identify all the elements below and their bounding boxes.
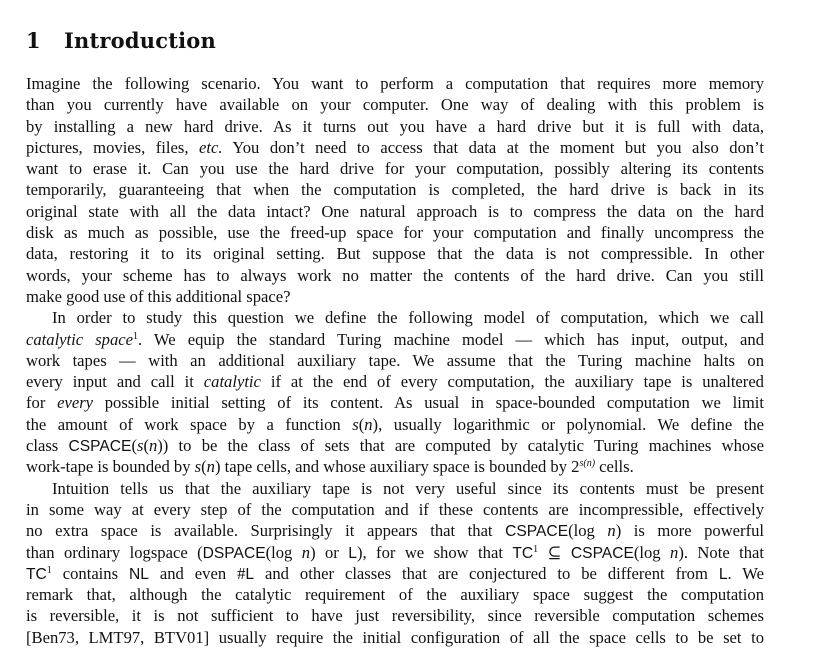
text-line: Imagine the following scenario. You want to perform a computation that requires more memory	[26, 74, 764, 93]
text-line: original state with all the data intact? One natural approach is to compress the data on the hard	[26, 201, 764, 221]
math-exponent: s(n)	[579, 458, 596, 470]
text-line: words, your scheme has to always work no matter the contents of the hard drive. Can you still	[26, 265, 764, 285]
math-var: s	[352, 414, 359, 434]
text-line: by installing a new hard drive. As it turns out you have a hard drive but it is full with data,	[26, 116, 764, 136]
text-line: Intuition tells us that the auxiliary tape is not very useful since its contents must be present	[52, 478, 764, 498]
math-subset: ⊆	[538, 542, 571, 562]
math-exponent: 1	[46, 564, 52, 576]
text-line: want to erase it. Can you use the hard drive for your computation, possibly altering its contents	[26, 159, 764, 179]
text-line: remark that, although the catalytic requirement of the auxiliary space suggest the computation	[26, 585, 764, 605]
term-catalytic: catalytic	[203, 372, 261, 392]
math-paren: (	[143, 436, 149, 456]
text-run: . We equip the standard Turing machine model — which has input, output, and	[138, 329, 764, 349]
text-line	[26, 435, 764, 456]
text-line	[26, 563, 764, 584]
text-run: ), for we show that	[356, 542, 513, 562]
text-run: ), usually logarithmic or polynomial. We define the	[372, 414, 764, 434]
text-run: if at the end of every computation, the auxiliary tape is unaltered	[260, 372, 764, 392]
math-var: n	[670, 542, 679, 562]
text-line: than you currently have available on your computer. One way of dealing with this problem is	[26, 95, 764, 115]
text-line	[26, 520, 764, 541]
complexity-class: CSPACE	[505, 523, 569, 541]
text-line: [Ben73, LMT97, BTV01] usually require the initial configuration of all the space cells to be set to	[26, 627, 764, 647]
complexity-class: NL	[129, 565, 149, 583]
text-run: contains	[51, 563, 129, 583]
math-text: (log	[568, 521, 608, 541]
text-run: )) to be the class of sets that are computed by catalytic Turing machines whose	[157, 436, 764, 456]
math-var: n	[206, 457, 215, 477]
emphasis-every: every	[57, 393, 94, 413]
text-run: ). Note that	[678, 542, 764, 562]
math-var: n	[148, 436, 158, 456]
text-line	[26, 329, 764, 350]
section-title: Introduction	[64, 28, 216, 53]
paragraph-1	[26, 73, 764, 307]
text-run: . We	[727, 563, 764, 583]
math-text: (log	[265, 542, 302, 562]
text-run: pictures, movies, files,	[26, 137, 200, 157]
text-line: make good use of this additional space?	[26, 286, 291, 306]
text-run: class	[26, 436, 69, 456]
math-var: n	[301, 542, 311, 562]
text-line: is reversible, it is not sufficient to have just reversibility, since reversible computation schemes	[26, 606, 764, 626]
math-paren: (	[201, 457, 207, 477]
section-number: 1	[26, 28, 41, 53]
text-line: in some way at every step of the computation and if these contents are incompressible, effectively	[26, 499, 764, 519]
section-heading	[26, 28, 764, 53]
math-text: (log	[633, 542, 671, 562]
text-run: every input and call it	[26, 372, 204, 392]
complexity-class: DSPACE	[202, 544, 266, 562]
complexity-class: L	[245, 565, 255, 583]
complexity-class: CSPACE	[570, 544, 634, 562]
math-exponent: 1	[533, 543, 539, 555]
text-line	[26, 392, 764, 413]
math-paren: (	[358, 414, 365, 434]
term-catalytic-space: catalytic space	[26, 329, 133, 349]
text-run: You don’t need to access that data at the moment but you also don’t	[222, 137, 764, 157]
text-run: possible initial setting of its content. As usual in space-bounded computation we limit	[93, 393, 765, 413]
text-run: and even #	[148, 563, 246, 583]
text-run: than ordinary logspace (	[26, 542, 203, 562]
text-line	[26, 371, 764, 392]
text-run: for	[26, 393, 58, 413]
paper-page	[26, 28, 764, 648]
text-line	[26, 137, 764, 158]
math-var: s	[194, 457, 202, 477]
math-var: n	[364, 414, 373, 434]
text-run: the amount of work space by a function	[26, 414, 353, 434]
text-line	[26, 542, 764, 563]
text-run: ) or	[310, 542, 349, 562]
text-line	[26, 414, 764, 435]
text-line: disk as much as possible, use the freed-up space for your computation and finally uncompress the	[26, 223, 764, 243]
text-line: data, restoring it to its original setting. But suppose that the data is not compressible. In other	[26, 244, 764, 264]
text-run: ) is more powerful	[615, 521, 765, 541]
complexity-class: L	[348, 544, 357, 562]
math-var: n	[607, 521, 616, 541]
complexity-class: CSPACE	[68, 438, 132, 456]
text-line: In order to study this question we define the following model of computation, which we call	[52, 308, 764, 328]
text-line: temporarily, guaranteeing that when the computation is completed, the hard drive is back in its	[26, 180, 764, 200]
text-run: ) tape cells, and whose auxiliary space is bounded by 2	[214, 457, 580, 477]
paragraph-2	[26, 307, 764, 477]
complexity-class: TC	[512, 544, 534, 562]
text-run: cells.	[595, 457, 634, 477]
paragraph-3	[26, 478, 764, 648]
text-run: and other classes that are conjectured to be different from	[254, 563, 719, 583]
complexity-class: TC	[26, 565, 47, 583]
text-line	[26, 456, 764, 477]
footnote-marker[interactable]: 1	[133, 330, 138, 342]
text-line: work tapes — with an additional auxiliary tape. We assume that the Turing machine halts on	[26, 350, 764, 370]
math-var: s	[136, 436, 144, 456]
text-run: work-tape is bounded by	[26, 457, 195, 477]
complexity-class: L	[718, 565, 728, 583]
text-run: no extra space is available. Surprisingly it appears that that	[26, 521, 506, 541]
emphasis-etc: etc.	[199, 137, 223, 157]
math-paren: (	[131, 436, 137, 456]
